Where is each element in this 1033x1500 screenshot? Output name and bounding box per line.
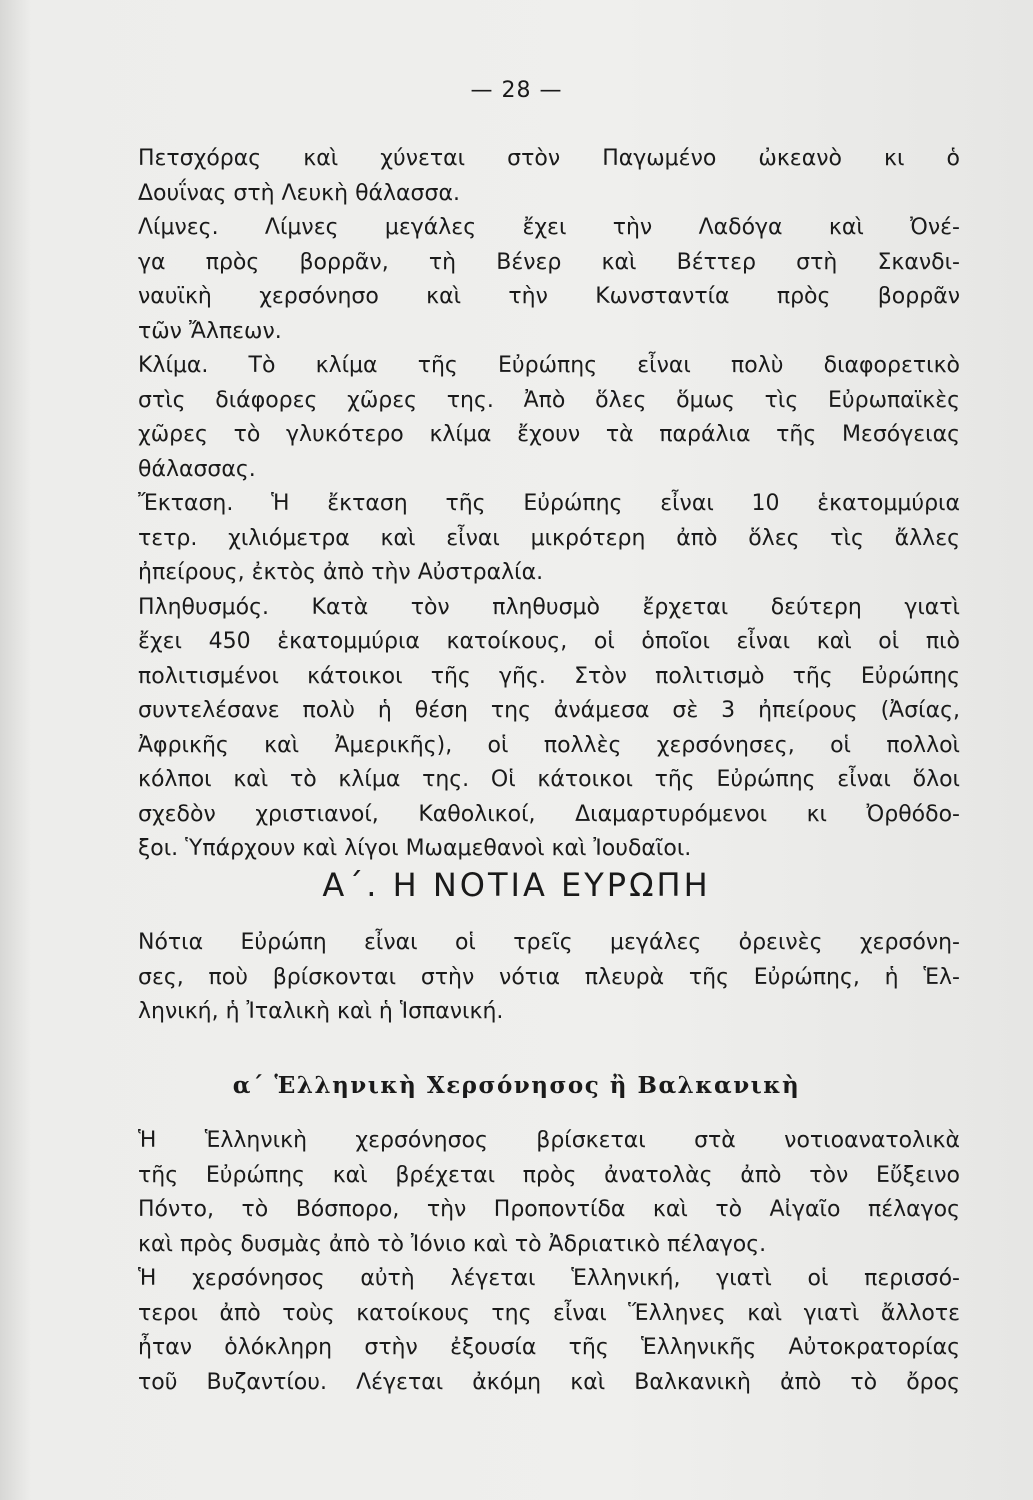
section-south-europe — [138, 926, 960, 1030]
text-line: πολιτισμένοι κάτοικοι τῆς γῆς. Στὸν πολιτισμὸ τῆς Εὐρώπης — [138, 663, 960, 689]
text-line: Νότια Εὐρώπη εἶναι οἱ τρεῖς μεγάλες ὀρεινὲς χερσόνη- — [138, 930, 960, 955]
text-line: τῆς Εὐρώπης καὶ βρέχεται πρὸς ἀνατολὰς ἀπὸ τὸν Εὔξεινο — [138, 1162, 960, 1188]
text-line: καὶ πρὸς δυσμὰς ἀπὸ τὸ Ἰόνιο καὶ τὸ Ἀδριατικὸ πέλαγος. — [138, 1231, 767, 1257]
text-line: ἠπείρους, ἐκτὸς ἀπὸ τὴν Αὐστραλία. — [138, 560, 544, 585]
text-line: κόλποι καὶ τὸ κλίμα της. Οἱ κάτοικοι τῆς Εὐρώπης εἶναι ὅλοι — [138, 767, 960, 792]
text-line: Ἀφρικῆς καὶ Ἀμερικῆς), οἱ πολλὲς χερσόνησες, οἱ πολλοὶ — [138, 732, 960, 758]
text-line: χῶρες τὸ γλυκότερο κλίμα ἔχουν τὰ παράλια τῆς Μεσόγειας — [138, 422, 960, 447]
text-line: τοῦ Βυζαντίου. Λέγεται ἀκόμη καὶ Βαλκανικὴ ἀπὸ τὸ ὄρος — [138, 1369, 960, 1395]
subheading-greek-peninsula: α΄ Ἑλληνικὴ Χερσόνησος ἢ Βαλκανικὴ — [232, 1072, 801, 1099]
text-line-lakes: Λίμνες. Λίμνες μεγάλες ἔχει τὴν Λαδόγα καὶ Ὀνέ- — [138, 215, 960, 240]
text-line: ἦταν ὁλόκληρη στὴν ἐξουσία τῆς Ἑλληνικῆς Αὐτοκρατορίας — [138, 1335, 960, 1360]
text-line: Δουΐνας στὴ Λευκὴ θάλασσα. — [138, 180, 460, 206]
text-line: ἔχει 450 ἑκατομμύρια κατοίκους, οἱ ὁποῖοι εἶναι καὶ οἱ πιὸ — [138, 629, 960, 654]
text-line: συντελέσανε πολὺ ἡ θέση της ἀνάμεσα σὲ 3 ἠπείρους (Ἀσίας, — [138, 698, 960, 723]
text-line: θάλασσας. — [138, 456, 256, 482]
page-number: — 28 — — [470, 78, 563, 103]
text-line: τεροι ἀπὸ τοὺς κατοίκους της εἶναι Ἕλληνες καὶ γιατὶ ἄλλοτε — [138, 1300, 960, 1326]
text-line: Πόντο, τὸ Βόσπορο, τὴν Προποντίδα καὶ τὸ Αἰγαῖο πέλαγος — [138, 1197, 960, 1222]
text-line: Ἡ χερσόνησος αὐτὴ λέγεται Ἑλληνική, γιατὶ οἱ περισσό- — [138, 1266, 960, 1291]
text-line-area: Ἔκταση. Ἡ ἔκταση τῆς Εὐρώπης εἶναι 10 ἑκατομμύρια — [138, 491, 960, 516]
text-line: τῶν Ἄλπεων. — [138, 318, 282, 344]
text-line: ναυϊκὴ χερσόνησο καὶ τὴν Κωνσταντία πρὸς βορρᾶν — [138, 284, 960, 309]
section-greek-peninsula — [138, 1124, 960, 1400]
text-line-population: Πληθυσμός. Κατὰ τὸν πληθυσμὸ ἔρχεται δεύτερη γιατὶ — [138, 594, 960, 620]
text-line: γα πρὸς βορρᾶν, τὴ Βένερ καὶ Βέττερ στὴ Σκανδι- — [138, 249, 960, 275]
section-europe-overview — [138, 142, 960, 867]
text-line: τετρ. χιλιόμετρα καὶ εἶναι μικρότερη ἀπὸ ὅλες τὶς ἄλλες — [138, 525, 960, 551]
text-line-climate: Κλίμα. Τὸ κλίμα τῆς Εὐρώπης εἶναι πολὺ διαφορετικὸ — [138, 353, 960, 378]
section-heading-south-europe: Α΄. Η ΝΟΤΙΑ ΕΥΡΩΠΗ — [322, 866, 711, 904]
text-line: Ἡ Ἑλληνικὴ χερσόνησος βρίσκεται στὰ νοτιοανατολικὰ — [138, 1128, 960, 1153]
text-line: ληνική, ἡ Ἰταλικὴ καὶ ἡ Ἱσπανική. — [138, 999, 504, 1024]
text-line: Πετσχόρας καὶ χύνεται στὸν Παγωμένο ὠκεανὸ κι ὁ — [138, 146, 960, 171]
text-line: στὶς διάφορες χῶρες της. Ἀπὸ ὅλες ὅμως τὶς Εὐρωπαϊκὲς — [138, 387, 960, 413]
text-line: σχεδὸν χριστιανοί, Καθολικοί, Διαμαρτυρόμενοι κι Ὀρθόδο- — [138, 801, 960, 827]
text-line: ξοι. Ὑπάρχουν καὶ λίγοι Μωαμεθανοὶ καὶ Ἰουδαῖοι. — [138, 836, 692, 861]
text-line: σες, ποὺ βρίσκονται στὴν νότια πλευρὰ τῆς Εὐρώπης, ἡ Ἑλ- — [138, 964, 960, 990]
